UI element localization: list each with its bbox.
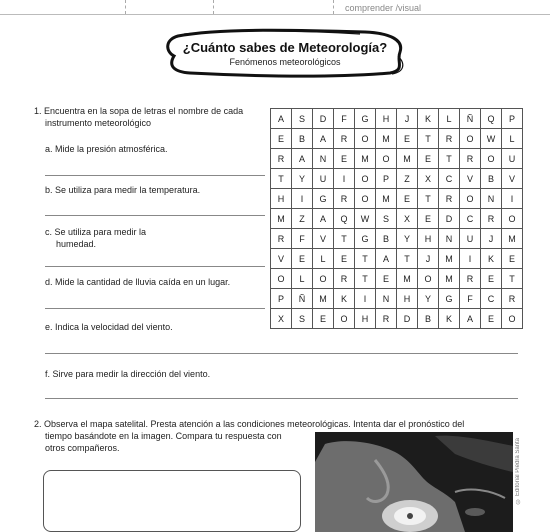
grid-row [271,109,523,129]
grid-cell[interactable]: B [376,229,397,249]
grid-cell[interactable]: O [502,209,523,229]
grid-cell[interactable]: K [334,289,355,309]
grid-cell[interactable]: Z [397,169,418,189]
grid-cell[interactable]: I [502,189,523,209]
grid-cell[interactable]: Ñ [292,289,313,309]
answer-line[interactable] [45,215,265,216]
photo-credit: © Editorial Piedra Santa [515,438,521,504]
grid-cell[interactable]: Y [292,169,313,189]
grid-cell[interactable]: M [376,189,397,209]
grid-cell[interactable]: A [313,209,334,229]
grid-cell[interactable]: Y [418,289,439,309]
grid-cell[interactable]: E [313,309,334,329]
q1-item-e: e. Indica la velocidad del viento. [45,322,173,332]
grid-cell[interactable]: M [271,209,292,229]
grid-cell[interactable]: B [481,169,502,189]
grid-cell[interactable]: M [313,289,334,309]
grid-cell[interactable]: B [418,309,439,329]
grid-cell[interactable]: O [376,149,397,169]
grid-cell[interactable]: T [355,269,376,289]
grid-cell[interactable]: F [460,289,481,309]
answer-line[interactable] [45,308,265,309]
grid-cell[interactable]: R [334,129,355,149]
grid-cell[interactable]: O [271,269,292,289]
grid-cell[interactable]: E [292,249,313,269]
grid-row [271,289,523,309]
grid-cell[interactable]: I [334,169,355,189]
grid-cell[interactable]: H [271,189,292,209]
grid-cell[interactable]: M [439,249,460,269]
q2-line1: 2. Observa el mapa satelital. Presta atención a las condiciones meteorológicas. Intenta dar el pronóstico del [34,419,465,429]
grid-cell[interactable]: A [376,249,397,269]
grid-cell[interactable]: R [376,309,397,329]
grid-cell[interactable]: I [460,249,481,269]
answer-line[interactable] [45,398,518,399]
grid-row [271,189,523,209]
grid-cell[interactable]: B [292,129,313,149]
grid-row [271,169,523,189]
grid-cell[interactable]: D [439,209,460,229]
grid-cell[interactable]: H [418,229,439,249]
grid-cell[interactable]: E [481,309,502,329]
grid-cell[interactable]: R [271,229,292,249]
grid-cell[interactable]: T [271,169,292,189]
grid-cell[interactable]: E [502,249,523,269]
grid-cell[interactable]: S [376,209,397,229]
grid-cell[interactable]: G [313,189,334,209]
header-subtext: comprender /visual [345,3,422,13]
grid-cell[interactable]: L [313,249,334,269]
grid-cell[interactable]: M [355,149,376,169]
q1-item-b: b. Se utiliza para medir la temperatura. [45,185,201,195]
header-divider [333,0,334,14]
grid-cell[interactable]: H [397,289,418,309]
grid-cell[interactable]: S [292,109,313,129]
grid-cell[interactable]: T [334,229,355,249]
grid-cell[interactable]: M [397,269,418,289]
page-title: ¿Cuánto sabes de Meteorología? [182,40,388,55]
grid-cell[interactable]: T [355,249,376,269]
grid-row [271,309,523,329]
grid-row [271,269,523,289]
grid-cell[interactable]: U [502,149,523,169]
grid-row [271,229,523,249]
grid-cell[interactable]: Q [481,109,502,129]
grid-cell[interactable]: R [439,189,460,209]
grid-row [271,249,523,269]
grid-cell[interactable]: K [439,309,460,329]
grid-cell[interactable]: D [313,109,334,129]
grid-cell[interactable]: E [334,149,355,169]
grid-cell[interactable]: N [481,189,502,209]
grid-cell[interactable]: O [355,169,376,189]
q1-item-c: c. Se utiliza para medir la [45,227,147,237]
q1-prompt-line2: instrumento meteorológico [45,118,152,128]
grid-cell[interactable]: E [418,149,439,169]
grid-cell[interactable]: T [418,189,439,209]
grid-cell[interactable]: V [460,169,481,189]
q2-line3: otros compañeros. [45,443,120,453]
grid-cell[interactable]: L [439,109,460,129]
grid-cell[interactable]: N [376,289,397,309]
q1-item-a: a. Mide la presión atmosférica. [45,144,168,154]
grid-cell[interactable]: D [397,309,418,329]
q1-item-f: f. Sirve para medir la dirección del viento. [45,369,211,379]
grid-cell[interactable]: R [271,149,292,169]
grid-cell[interactable]: E [376,269,397,289]
grid-cell[interactable]: R [502,289,523,309]
grid-cell[interactable]: X [271,309,292,329]
grid-cell[interactable]: T [502,269,523,289]
grid-cell[interactable]: K [481,249,502,269]
grid-cell[interactable]: S [292,309,313,329]
grid-cell[interactable]: F [334,109,355,129]
answer-line[interactable] [45,353,518,354]
q2-line2: tiempo basándote en la imagen. Compara tu respuesta con [45,431,282,441]
grid-cell[interactable]: E [271,129,292,149]
grid-cell[interactable]: P [502,109,523,129]
word-search-grid [270,108,523,329]
grid-cell[interactable]: K [418,109,439,129]
grid-cell[interactable]: A [271,109,292,129]
grid-cell[interactable]: V [313,229,334,249]
grid-cell[interactable]: R [460,269,481,289]
grid-cell[interactable]: F [292,229,313,249]
grid-cell[interactable]: P [376,169,397,189]
grid-cell[interactable]: J [481,229,502,249]
grid-cell[interactable]: O [481,149,502,169]
page-subtitle: Fenómenos meteorológicos [229,57,341,67]
grid-cell[interactable]: Ñ [460,109,481,129]
grid-cell[interactable]: I [355,289,376,309]
grid-row [271,129,523,149]
grid-cell[interactable]: O [355,129,376,149]
grid-cell[interactable]: U [460,229,481,249]
grid-cell[interactable]: M [439,269,460,289]
header-divider [125,0,126,14]
grid-cell[interactable]: X [418,169,439,189]
grid-cell[interactable]: T [397,249,418,269]
answer-line[interactable] [45,266,265,267]
grid-cell[interactable]: A [460,309,481,329]
grid-cell[interactable]: T [418,129,439,149]
grid-cell[interactable]: A [313,129,334,149]
grid-cell[interactable]: E [481,269,502,289]
grid-cell[interactable]: O [313,269,334,289]
grid-cell[interactable]: A [292,149,313,169]
grid-cell[interactable]: H [355,309,376,329]
grid-cell[interactable]: O [334,309,355,329]
grid-cell[interactable]: R [460,149,481,169]
grid-cell[interactable]: P [271,289,292,309]
header-rule [0,14,550,15]
grid-cell[interactable]: Z [292,209,313,229]
grid-cell[interactable]: O [355,189,376,209]
q1-item-d: d. Mide la cantidad de lluvia caída en un lugar. [45,277,231,287]
grid-cell[interactable]: W [481,129,502,149]
grid-cell[interactable]: R [334,269,355,289]
satellite-image [315,432,513,532]
grid-cell[interactable]: N [439,229,460,249]
grid-cell[interactable]: E [334,249,355,269]
grid-cell[interactable]: C [481,289,502,309]
grid-cell[interactable]: Q [334,209,355,229]
grid-cell[interactable]: H [376,109,397,129]
grid-cell[interactable]: E [397,129,418,149]
grid-cell[interactable]: O [460,189,481,209]
grid-cell[interactable]: E [397,189,418,209]
grid-cell[interactable]: O [460,129,481,149]
grid-cell[interactable]: E [418,209,439,229]
grid-cell[interactable]: M [397,149,418,169]
grid-cell[interactable]: M [376,129,397,149]
grid-cell[interactable]: J [397,109,418,129]
grid-cell[interactable]: V [502,169,523,189]
grid-cell[interactable]: V [271,249,292,269]
grid-cell[interactable]: R [334,189,355,209]
grid-cell[interactable]: G [439,289,460,309]
answer-box[interactable] [43,470,301,532]
grid-cell[interactable]: C [439,169,460,189]
grid-cell[interactable]: J [418,249,439,269]
grid-cell[interactable]: R [439,129,460,149]
grid-cell[interactable]: Y [397,229,418,249]
grid-cell[interactable]: N [313,149,334,169]
grid-cell[interactable]: O [502,309,523,329]
grid-cell[interactable]: W [355,209,376,229]
grid-row [271,149,523,169]
grid-cell[interactable]: I [292,189,313,209]
grid-cell[interactable]: G [355,229,376,249]
q1-prompt-line1: 1. Encuentra en la sopa de letras el nombre de cada [34,106,244,116]
grid-cell[interactable]: L [292,269,313,289]
grid-cell[interactable]: M [502,229,523,249]
grid-cell[interactable]: T [439,149,460,169]
grid-cell[interactable]: X [397,209,418,229]
q1-item-c-cont: humedad. [56,239,97,249]
grid-cell[interactable]: L [502,129,523,149]
header-divider [213,0,214,14]
grid-row [271,209,523,229]
grid-cell[interactable]: C [460,209,481,229]
grid-cell[interactable]: R [481,209,502,229]
grid-cell[interactable]: O [418,269,439,289]
answer-line[interactable] [45,175,265,176]
grid-cell[interactable]: G [355,109,376,129]
grid-cell[interactable]: U [313,169,334,189]
